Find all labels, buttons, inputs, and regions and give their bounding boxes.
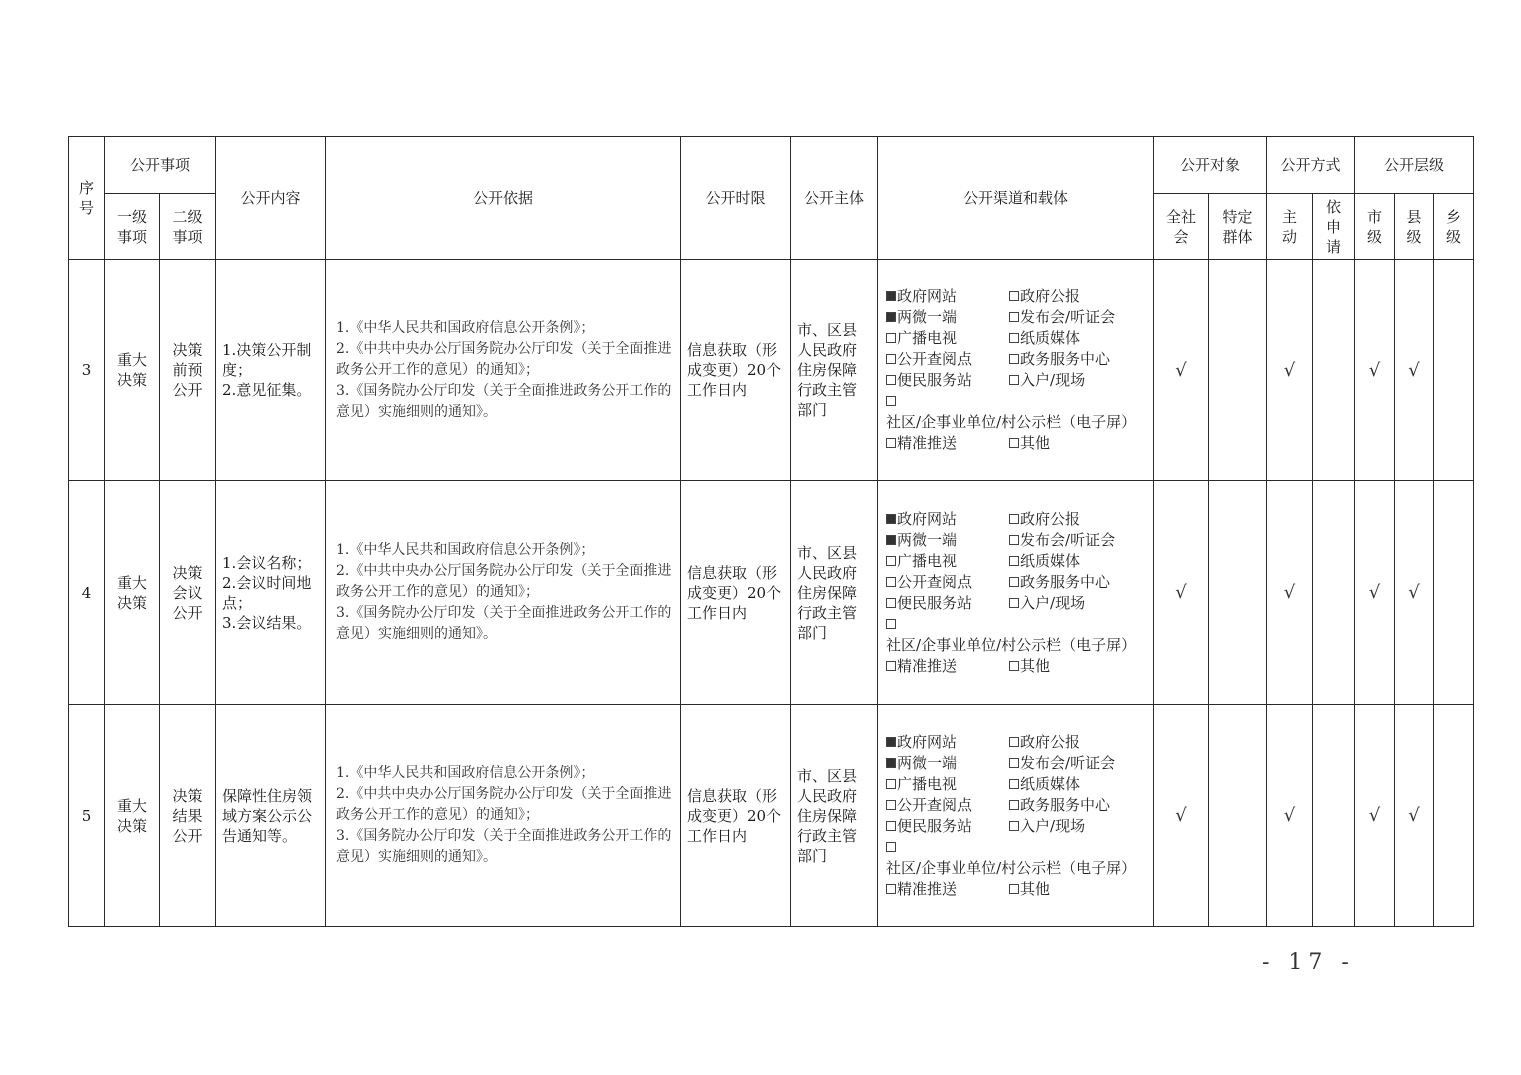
mark-specific [1209,705,1267,927]
channel-item [1009,370,1147,391]
channel-item [886,286,1009,307]
channel-item [1009,509,1147,530]
header-level2: 二级事项 [160,194,216,260]
channel-item [886,774,1009,795]
unchecked-box-icon [886,354,896,364]
header-level-county: 县级 [1395,194,1434,260]
mark-apply [1313,260,1355,481]
header-target-all: 全社会 [1154,194,1209,260]
header-level-group: 公开层级 [1355,137,1474,194]
channel-label: 其他 [1020,656,1051,675]
channel-label: 政府网站 [897,732,958,751]
channel-item [1009,433,1147,454]
header-time-limit: 公开时限 [681,137,791,260]
mark-specific [1209,481,1267,705]
channel-item [1009,816,1147,837]
channel-item [1009,551,1147,572]
basis-line: 3.《国务院办公厅印发（关于全面推进政务公开工作的意见）实施细则的通知》。 [336,382,672,420]
channel-label: 其他 [1020,879,1051,898]
channel-label: 广播电视 [897,329,958,347]
channel-label: 便民服务站 [897,371,973,389]
header-level-city: 市级 [1355,194,1395,260]
mark-city: √ [1355,705,1395,927]
unchecked-box-icon [886,598,896,608]
row-subject: 市、区县人民政府住房保障行政主管部门 [791,705,878,927]
row-level2: 决策会议公开 [160,481,216,705]
unchecked-box-icon [886,661,896,671]
header-target-specific: 特定群体 [1209,194,1267,260]
checked-box-icon [886,514,896,524]
channel-item [1009,349,1147,370]
channel-label: 两微一端 [897,530,958,549]
channel-item [886,879,1009,900]
unchecked-box-icon [1009,821,1019,831]
channel-item [886,572,1009,593]
row-time-limit: 信息获取（形成变更）20个工作日内 [681,260,791,481]
basis-line: 3.《国务院办公厅印发（关于全面推进政务公开工作的意见）实施细则的通知》。 [336,605,672,642]
channel-label: 政务服务中心 [1020,350,1111,368]
header-method-group: 公开方式 [1267,137,1355,194]
content-line: 2.会议时间地点； [222,573,312,612]
channel-label: 精准推送 [897,434,958,452]
channel-item [1009,593,1147,614]
checked-box-icon [886,758,896,768]
channel-label: 纸质媒体 [1020,551,1081,570]
channel-item [886,391,1147,433]
unchecked-box-icon [1009,737,1019,747]
unchecked-box-icon [886,821,896,831]
row-content [216,481,326,705]
channel-item [886,328,1009,349]
unchecked-box-icon [886,438,896,448]
unchecked-box-icon [1009,779,1019,789]
row-level2: 决策前预公开 [160,260,216,481]
channel-item [886,593,1009,614]
content-line: 2.意见征集。 [222,381,312,399]
mark-active: √ [1267,705,1313,927]
table-row [69,705,1474,927]
unchecked-box-icon [886,884,896,894]
channel-label: 发布会/听证会 [1020,530,1116,549]
unchecked-box-icon [886,779,896,789]
channel-item [886,732,1009,753]
basis-line: 2.《中共中央办公厅国务院办公厅印发（关于全面推进政务公开工作的意见）的通知》； [336,786,672,823]
content-line: 1.决策公开制度； [222,341,312,379]
channel-label: 纸质媒体 [1020,774,1081,793]
header-level-town: 乡级 [1434,194,1474,260]
mark-apply [1313,481,1355,705]
mark-all: √ [1154,481,1209,705]
basis-line: 1.《中华人民共和国政府信息公开条例》； [336,319,595,336]
unchecked-box-icon [886,842,896,852]
channel-label: 政务服务中心 [1020,572,1111,591]
header-level1: 一级事项 [105,194,160,260]
content-line: 保障性住房领域方案公示公告通知等。 [222,786,313,845]
basis-line: 1.《中华人民共和国政府信息公开条例》； [336,765,595,781]
channel-label: 两微一端 [897,308,958,326]
mark-town [1434,260,1474,481]
channel-item [886,753,1009,774]
header-seq: 序号 [69,137,105,260]
channel-item [886,307,1009,328]
channel-item [1009,286,1147,307]
row-channels [878,481,1154,705]
mark-all: √ [1154,260,1209,481]
row-level1: 重大决策 [105,481,160,705]
channel-item [1009,307,1147,328]
row-seq: 5 [69,705,105,927]
channel-label: 发布会/听证会 [1020,308,1116,326]
channel-item [886,509,1009,530]
channel-label: 入户/现场 [1020,371,1086,389]
channel-label: 精准推送 [897,879,958,898]
row-content [216,705,326,927]
unchecked-box-icon [1009,535,1019,545]
unchecked-box-icon [1009,758,1019,768]
row-content [216,260,326,481]
checked-box-icon [886,737,896,747]
channel-item [886,816,1009,837]
unchecked-box-icon [1009,800,1019,810]
mark-city: √ [1355,481,1395,705]
channel-label: 社区/企事业单位/村公示栏（电子屏） [886,635,1137,654]
channel-label: 政府网站 [897,509,958,528]
row-level2: 决策结果公开 [160,705,216,927]
channel-label: 社区/企事业单位/村公示栏（电子屏） [886,858,1137,877]
mark-city: √ [1355,260,1395,481]
unchecked-box-icon [1009,514,1019,524]
mark-town [1434,705,1474,927]
channel-item [886,349,1009,370]
channel-label: 精准推送 [897,656,958,675]
row-basis [326,705,681,927]
channel-item [1009,328,1147,349]
row-channels [878,260,1154,481]
channel-label: 公开查阅点 [897,795,973,814]
row-channels [878,705,1154,927]
mark-county: √ [1395,260,1434,481]
channel-item [886,614,1147,656]
unchecked-box-icon [1009,556,1019,566]
channel-label: 纸质媒体 [1020,329,1081,347]
content-line: 3.会议结果。 [222,613,312,632]
channel-item [1009,879,1147,900]
channel-item [886,551,1009,572]
header-content: 公开内容 [216,137,326,260]
unchecked-box-icon [1009,577,1019,587]
table-row [69,260,1474,481]
channel-label: 社区/企事业单位/村公示栏（电子屏） [886,413,1137,431]
channel-label: 政府公报 [1020,732,1081,751]
header-channels: 公开渠道和载体 [878,137,1154,260]
row-basis [326,481,681,705]
channel-label: 公开查阅点 [897,350,973,368]
channel-item [886,837,1147,879]
channel-item [1009,753,1147,774]
channel-item [886,795,1009,816]
channel-label: 发布会/听证会 [1020,753,1116,772]
channel-label: 两微一端 [897,753,958,772]
unchecked-box-icon [886,577,896,587]
header-basis: 公开依据 [326,137,681,260]
unchecked-box-icon [1009,375,1019,385]
channel-label: 入户/现场 [1020,593,1086,612]
page-number: - 17 - [1262,950,1355,975]
header-method-apply: 依申请 [1313,194,1355,260]
unchecked-box-icon [1009,354,1019,364]
unchecked-box-icon [886,375,896,385]
row-time-limit: 信息获取（形成变更）20个工作日内 [681,481,791,705]
unchecked-box-icon [886,396,896,406]
unchecked-box-icon [1009,312,1019,322]
channel-item [1009,795,1147,816]
basis-line: 2.《中共中央办公厅国务院办公厅印发（关于全面推进政务公开工作的意见）的通知》； [336,563,672,600]
table-row [69,481,1474,705]
row-basis [326,260,681,481]
channel-label: 政府网站 [897,287,958,305]
unchecked-box-icon [886,556,896,566]
channel-item [886,433,1009,454]
row-subject: 市、区县人民政府住房保障行政主管部门 [791,481,878,705]
channel-item [1009,530,1147,551]
row-seq: 4 [69,481,105,705]
mark-town [1434,481,1474,705]
channel-item [1009,656,1147,677]
unchecked-box-icon [886,619,896,629]
channel-label: 其他 [1020,434,1051,452]
header-subject: 公开主体 [791,137,878,260]
unchecked-box-icon [886,800,896,810]
content-line: 1.会议名称； [222,553,312,572]
mark-specific [1209,260,1267,481]
channel-label: 政务服务中心 [1020,795,1111,814]
header-items-group: 公开事项 [105,137,216,194]
row-subject: 市、区县人民政府住房保障行政主管部门 [791,260,878,481]
disclosure-table [68,136,1474,927]
channel-item [1009,732,1147,753]
row-seq: 3 [69,260,105,481]
mark-apply [1313,705,1355,927]
channel-label: 政府公报 [1020,509,1081,528]
row-time-limit: 信息获取（形成变更）20个工作日内 [681,705,791,927]
basis-line: 1.《中华人民共和国政府信息公开条例》； [336,542,595,558]
basis-line: 3.《国务院办公厅印发（关于全面推进政务公开工作的意见）实施细则的通知》。 [336,828,672,865]
channel-item [1009,572,1147,593]
unchecked-box-icon [1009,333,1019,343]
row-level1: 重大决策 [105,260,160,481]
channel-item [886,530,1009,551]
unchecked-box-icon [1009,438,1019,448]
mark-county: √ [1395,705,1434,927]
channel-label: 便民服务站 [897,593,973,612]
unchecked-box-icon [1009,884,1019,894]
header-method-active: 主动 [1267,194,1313,260]
checked-box-icon [886,312,896,322]
channel-label: 入户/现场 [1020,816,1086,835]
unchecked-box-icon [1009,598,1019,608]
channel-item [886,370,1009,391]
channel-label: 便民服务站 [897,816,973,835]
checked-box-icon [886,291,896,301]
unchecked-box-icon [1009,661,1019,671]
mark-all: √ [1154,705,1209,927]
channel-item [886,656,1009,677]
mark-active: √ [1267,481,1313,705]
row-level1: 重大决策 [105,705,160,927]
mark-county: √ [1395,481,1434,705]
channel-label: 政府公报 [1020,287,1081,305]
channel-label: 广播电视 [897,551,958,570]
mark-active: √ [1267,260,1313,481]
checked-box-icon [886,535,896,545]
channel-label: 公开查阅点 [897,572,973,591]
basis-line: 2.《中共中央办公厅国务院办公厅印发（关于全面推进政务公开工作的意见）的通知》； [336,340,672,378]
unchecked-box-icon [1009,291,1019,301]
channel-label: 广播电视 [897,774,958,793]
header-target-group: 公开对象 [1154,137,1267,194]
unchecked-box-icon [886,333,896,343]
channel-item [1009,774,1147,795]
